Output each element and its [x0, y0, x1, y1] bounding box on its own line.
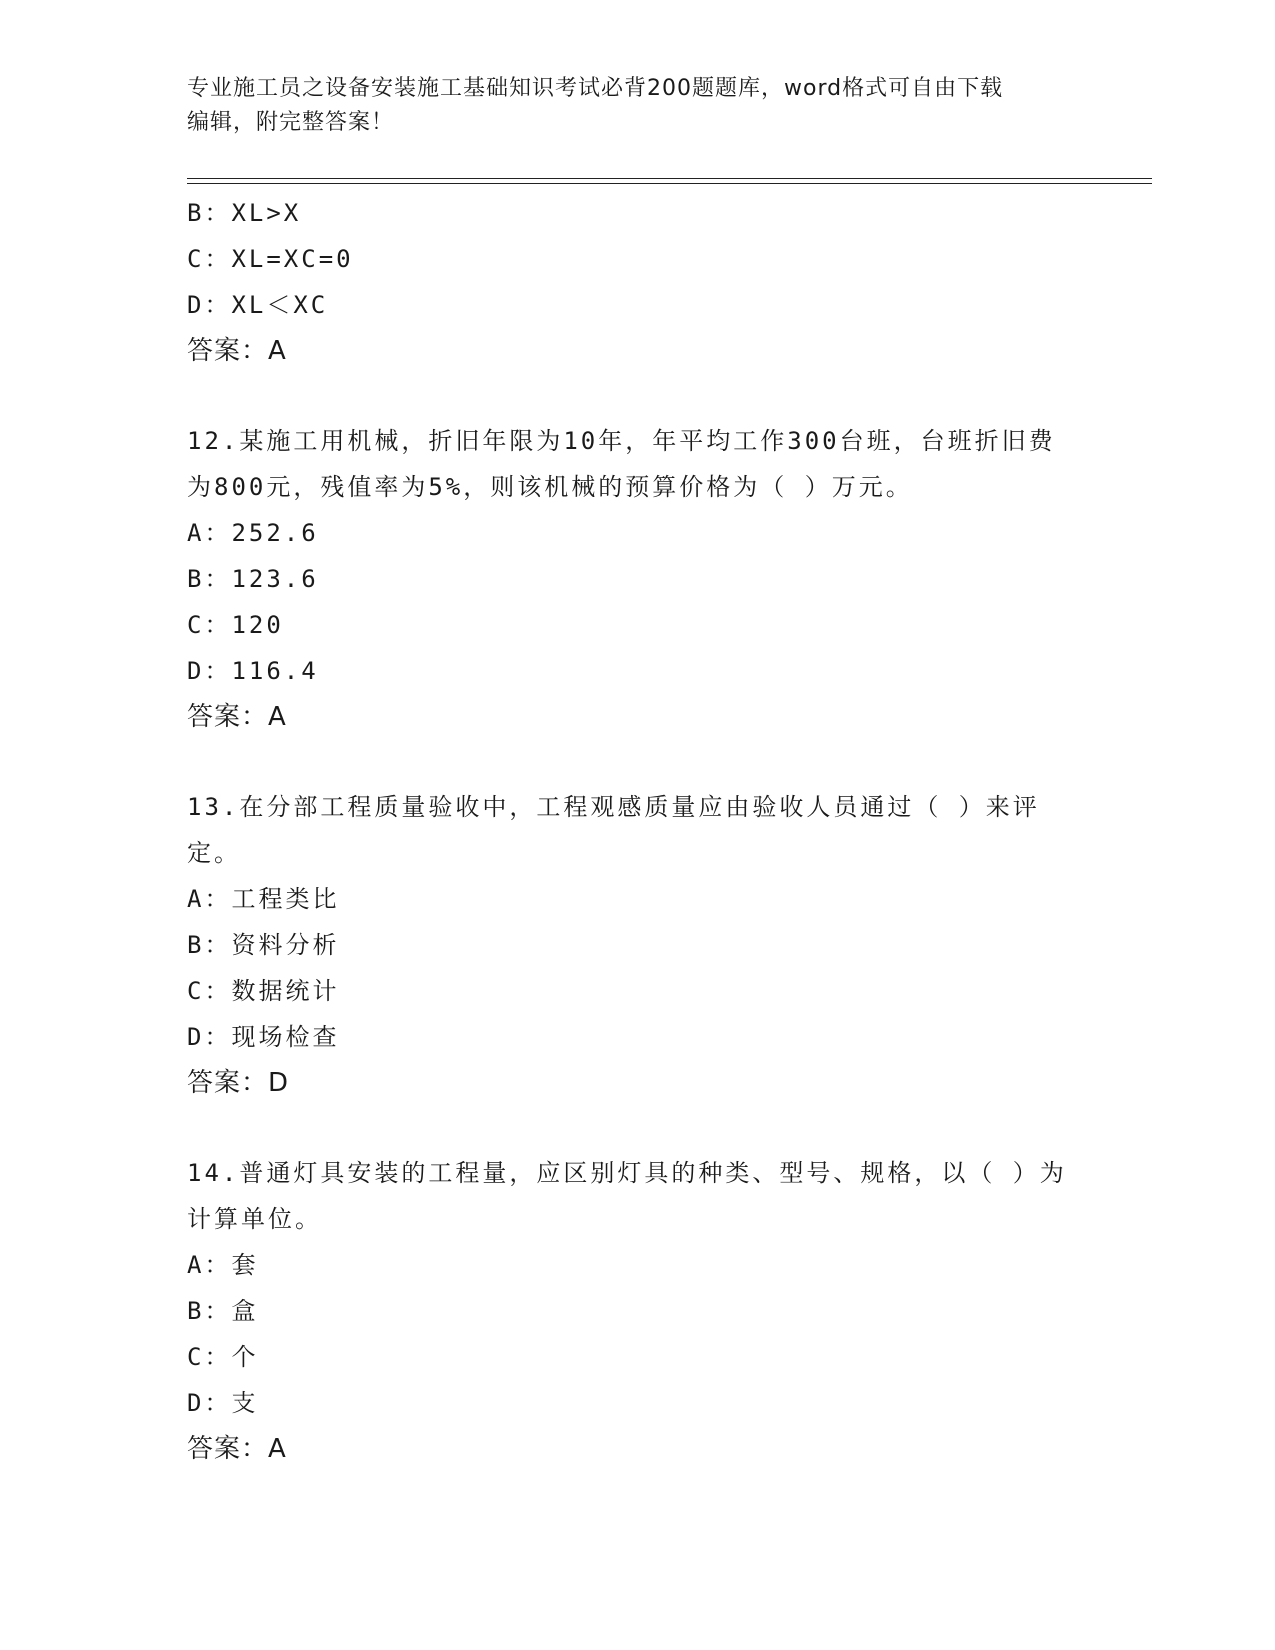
- option-b: B：资料分析: [187, 931, 340, 959]
- option-c: C：XL=XC=0: [187, 245, 354, 273]
- option-b: B：XL>X: [187, 199, 302, 227]
- answer-line: 答案：D: [187, 1068, 290, 1098]
- option-c: C：数据统计: [187, 977, 340, 1005]
- document-body: [187, 190, 1087, 1472]
- question-stem: 14.普通灯具安装的工程量，应区别灯具的种类、型号、规格，以（ ）为计算单位。: [187, 1159, 1067, 1233]
- question-block-13: [187, 784, 1087, 1106]
- document-header: [187, 72, 1087, 140]
- option-b: B：盒: [187, 1297, 259, 1325]
- header-divider-bottom: [187, 183, 1152, 184]
- option-d: D：116.4: [187, 657, 319, 685]
- option-d: D：现场检查: [187, 1023, 340, 1051]
- header-title-line2: 编辑，附完整答案！: [187, 110, 395, 135]
- answer-line: 答案：A: [187, 1434, 287, 1464]
- question-stem: 12.某施工用机械，折旧年限为10年，年平均工作300台班，台班折旧费为800元，残值率为5%，则该机械的预算价格为（ ）万元。: [187, 427, 1056, 501]
- option-d: D：XL＜XC: [187, 291, 329, 319]
- option-c: C：120: [187, 611, 284, 639]
- option-c: C：个: [187, 1343, 259, 1371]
- answer-line: 答案：A: [187, 336, 287, 366]
- option-b: B：123.6: [187, 565, 319, 593]
- header-divider-top: [187, 178, 1152, 179]
- option-d: D：支: [187, 1389, 259, 1417]
- option-a: A：252.6: [187, 519, 319, 547]
- option-a: A：套: [187, 1251, 259, 1279]
- question-stem: 13.在分部工程质量验收中，工程观感质量应由验收人员通过（ ）来评定。: [187, 793, 1040, 867]
- question-block-14: [187, 1150, 1087, 1472]
- answer-line: 答案：A: [187, 702, 287, 732]
- question-block-12: [187, 418, 1087, 740]
- question-block-11-continued: [187, 190, 1087, 374]
- option-a: A：工程类比: [187, 885, 340, 913]
- header-title-line1: 专业施工员之设备安装施工基础知识考试必背200题题库，word格式可自由下载: [187, 76, 1004, 101]
